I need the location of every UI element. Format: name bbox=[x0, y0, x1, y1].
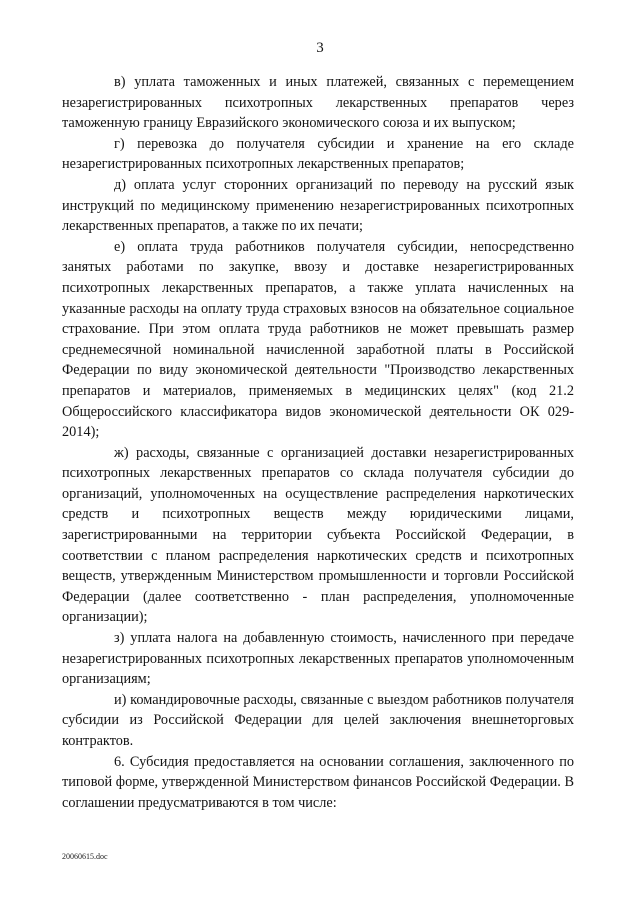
paragraph-e: е) оплата труда работников получателя субсидии, непосредственно занятых работами по закупке, ввозу и доставке незарегистрированных психотропных лекарственных препаратов, а также уплата начисленных на указанные расходы на оплату труда страховых взносов на обязательное социальное страхование. При этом оплата труда работников не может превышать размер среднемесячной номинальной начисленной заработной платы в Российской Федерации по виду экономической деятельности "Производство лекарственных препаратов и материалов, применяемых в медицинских целях" (код 21.2 Общероссийского классификатора видов экономической деятельности ОК 029-2014); bbox=[62, 238, 574, 441]
paragraph-g: г) перевозка до получателя субсидии и хранение на его складе незарегистрированных психотропных лекарственных препаратов; bbox=[62, 135, 574, 173]
document-body bbox=[62, 72, 574, 813]
page-number: 3 bbox=[316, 40, 324, 56]
paragraph-zh: ж) расходы, связанные с организацией доставки незарегистрированных психотропных лекарственных препаратов со склада получателя субсидии до организаций, уполномоченных на осуществление распределения наркотических средств и психотропных веществ между юридическими лицами, зарегистрированными на территории субъекта Российской Федерации, в соответствии с планом распределения наркотических средств и психотропных веществ, утвержденным Министерством промышленности и торговли Российской Федерации (далее соответственно - план распределения, уполномоченные организации); bbox=[62, 444, 574, 626]
paragraph-i: и) командировочные расходы, связанные с выездом работников получателя субсидии из Российской Федерации для целей заключения внешнеторговых контрактов. bbox=[62, 691, 574, 749]
document-file-id: 20060615.doc bbox=[62, 852, 108, 861]
paragraph-6: 6. Субсидия предоставляется на основании соглашения, заключенного по типовой форме, утвержденной Министерством финансов Российской Федерации. В соглашении предусматриваются в том числе: bbox=[62, 753, 574, 811]
paragraph-d: д) оплата услуг сторонних организаций по переводу на русский язык инструкций по медицинскому применению незарегистрированных психотропных лекарственных препаратов, а также по их печати; bbox=[62, 176, 574, 235]
paragraph-v: в) уплата таможенных и иных платежей, связанных с перемещением незарегистрированных психотропных лекарственных препаратов через таможенную границу Евразийского экономического союза и их выпуском; bbox=[62, 74, 574, 132]
paragraph-z: з) уплата налога на добавленную стоимость, начисленного при передаче незарегистрированных психотропных лекарственных препаратов уполномоченным организациям; bbox=[62, 630, 574, 688]
